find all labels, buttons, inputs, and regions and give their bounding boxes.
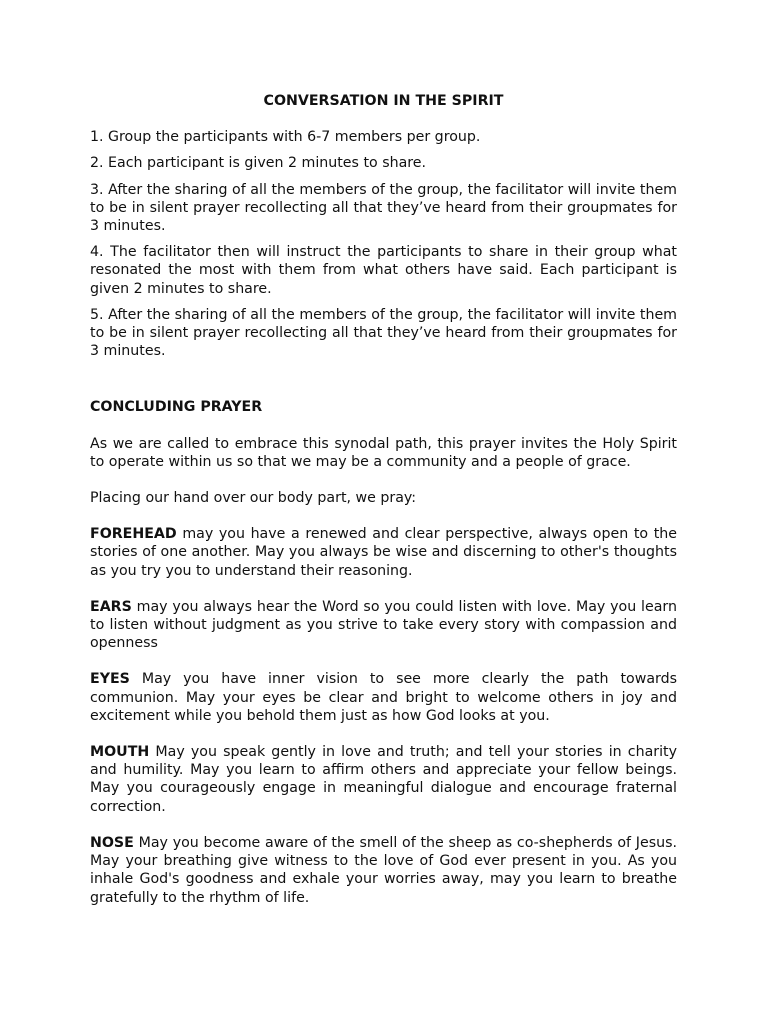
body-part-label: NOSE <box>90 834 134 851</box>
prayer-nose <box>90 834 677 907</box>
body-part-label: MOUTH <box>90 744 150 761</box>
step-item: 2. Each participant is given 2 minutes to share. <box>90 155 427 172</box>
step-item: 1. Group the participants with 6-7 members per group. <box>90 129 481 146</box>
prayer-intro: As we are called to embrace this synodal path, this prayer invites the Holy Spirit to operate within us so that we may be a community and a people of grace. <box>90 435 677 470</box>
prayer-heading: CONCLUDING PRAYER <box>90 399 263 416</box>
body-part-text: may you always hear the Word so you could listen with love. May you learn to listen without judgment as you strive to take every story with compassion and openness <box>90 598 677 652</box>
step-item: 3. After the sharing of all the members of the group, the facilitator will invite them to be in silent prayer recollecting all that they’ve heard from their groupmates for 3 minutes. <box>90 181 677 235</box>
body-part-text: May you become aware of the smell of the sheep as co-shepherds of Jesus. May your breathing give witness to the love of God ever present in you. As you inhale God's goodness and exhale your worries away, may you learn to breathe gratefully to the rhythm of life. <box>90 834 677 906</box>
steps-list <box>90 128 677 360</box>
document-title: CONVERSATION IN THE SPIRIT <box>263 93 504 109</box>
body-part-text: may you have a renewed and clear perspective, always open to the stories of one another. May you always be wise and discerning to other's thoughts as you try you to understand their reasoning. <box>90 526 677 579</box>
prayer-instruction: Placing our hand over our body part, we pray: <box>90 490 417 507</box>
body-part-text: May you speak gently in love and truth; and tell your stories in charity and humility. May you learn to affirm others and appreciate your fellow beings. May you courageously engage in meaningful dialogue and encourage fraternal correction. <box>90 744 677 815</box>
prayer-mouth <box>90 743 677 816</box>
body-part-label: EARS <box>90 598 132 615</box>
body-part-label: EYES <box>90 671 130 688</box>
prayer-forehead <box>90 525 677 580</box>
prayer-eyes <box>90 670 677 725</box>
prayer-ears <box>90 598 677 653</box>
document-page <box>90 92 677 925</box>
step-item: 4. The facilitator then will instruct the participants to share in their group what resonated the most with them from what others have said. Each participant is given 2 minutes to share. <box>90 244 677 297</box>
step-item: 5. After the sharing of all the members of the group, the facilitator will invite them to be in silent prayer recollecting all that they’ve heard from their groupmates for 3 minutes. <box>90 306 677 360</box>
body-part-text: May you have inner vision to see more clearly the path towards communion. May your eyes be clear and bright to welcome others in joy and excitement while you behold them just as how God looks at you. <box>90 671 677 724</box>
body-part-label: FOREHEAD <box>90 526 177 543</box>
